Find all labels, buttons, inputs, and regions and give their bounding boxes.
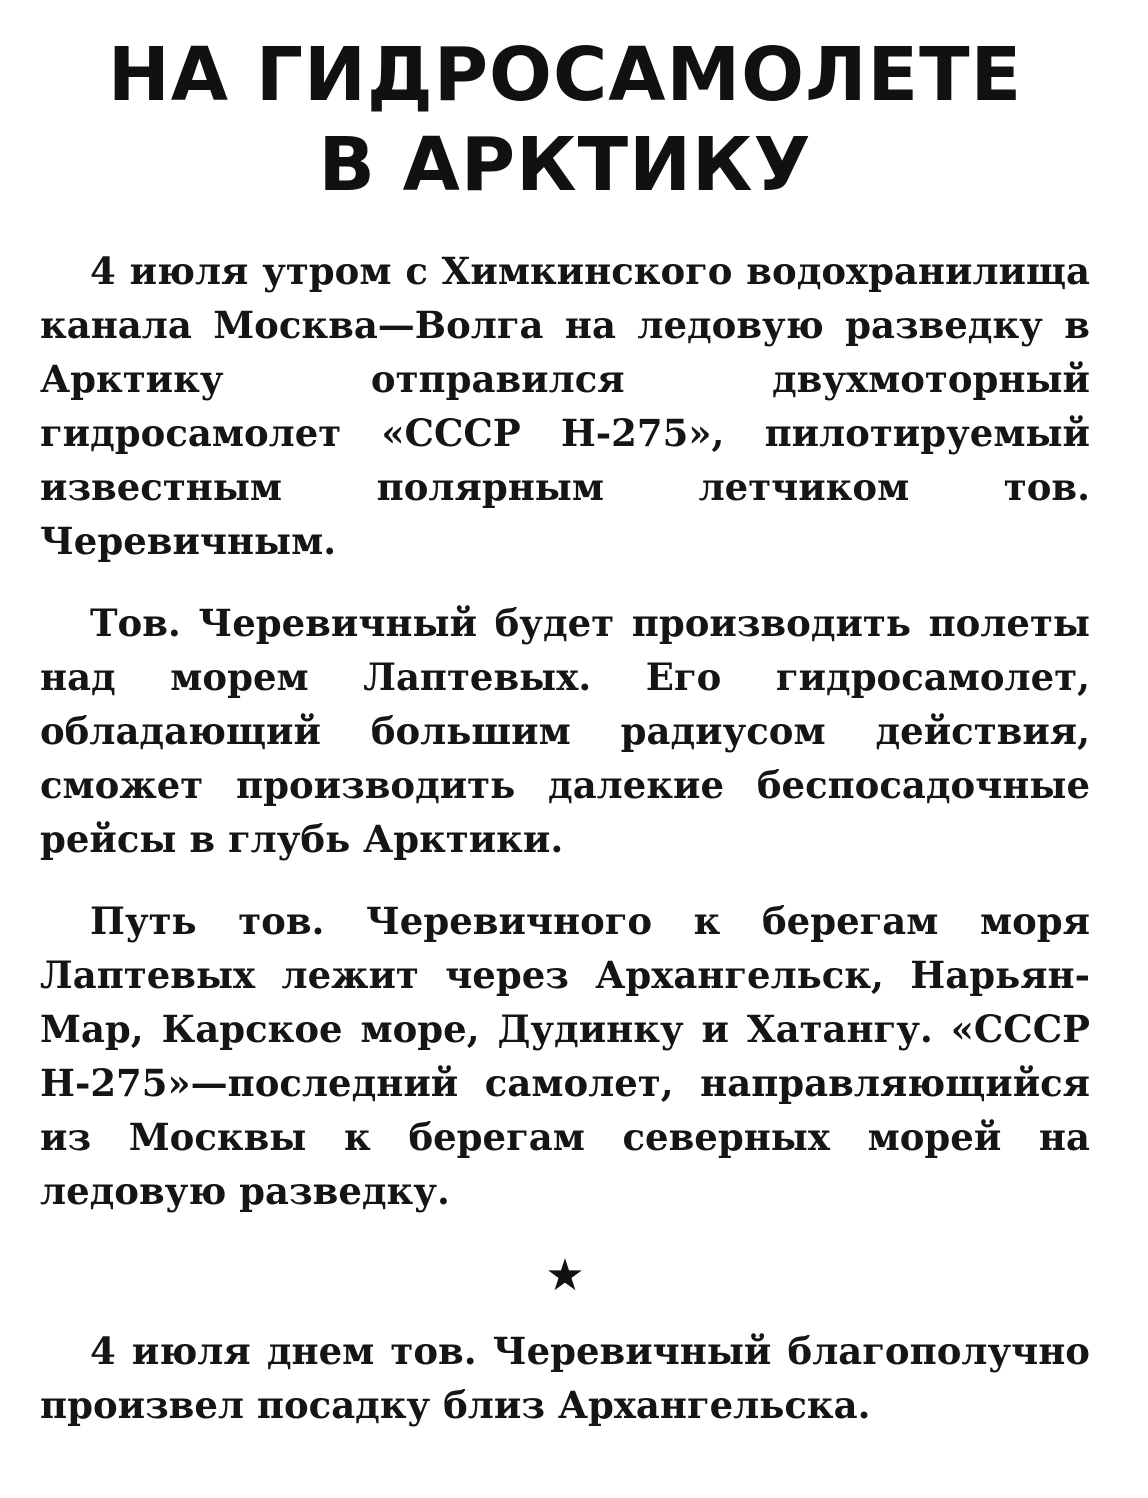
- headline-line-1: НА ГИДРОСАМОЛЕТЕ: [107, 32, 1023, 118]
- paragraph-2: Тов. Черевичный будет производить полеты над морем Лаптевых. Его гидросамолет, обладающий большим радиусом действия, сможет производить далекие беспосадочные рейсы в глубь Арктики.: [40, 601, 1090, 861]
- paragraph-1: 4 июля утром с Химкинского водохранилища канала Москва—Волга на ледовую разведку в Арктику отправился двухмоторный гидросамолет «СССР Н-275», пилотируемый известным полярным летчиком тов. Черевичным.: [40, 249, 1090, 563]
- article-headline: [40, 30, 1090, 210]
- news-article: [40, 30, 1090, 1460]
- article-body: [40, 244, 1090, 1432]
- headline-line-2: В АРКТИКУ: [318, 122, 812, 208]
- postscript-paragraph: 4 июля днем тов. Черевичный благополучно произвел посадку близ Архангельска.: [40, 1329, 1090, 1427]
- star-icon: ★: [545, 1250, 585, 1301]
- paragraph-3: Путь тов. Черевичного к берегам моря Лаптевых лежит через Архангельск, Нарьян-Мар, Карское море, Дудинку и Хатангу. «СССР Н-275»—последний самолет, направляющийся из Москвы к берегам северных морей на ледовую разведку.: [40, 899, 1090, 1213]
